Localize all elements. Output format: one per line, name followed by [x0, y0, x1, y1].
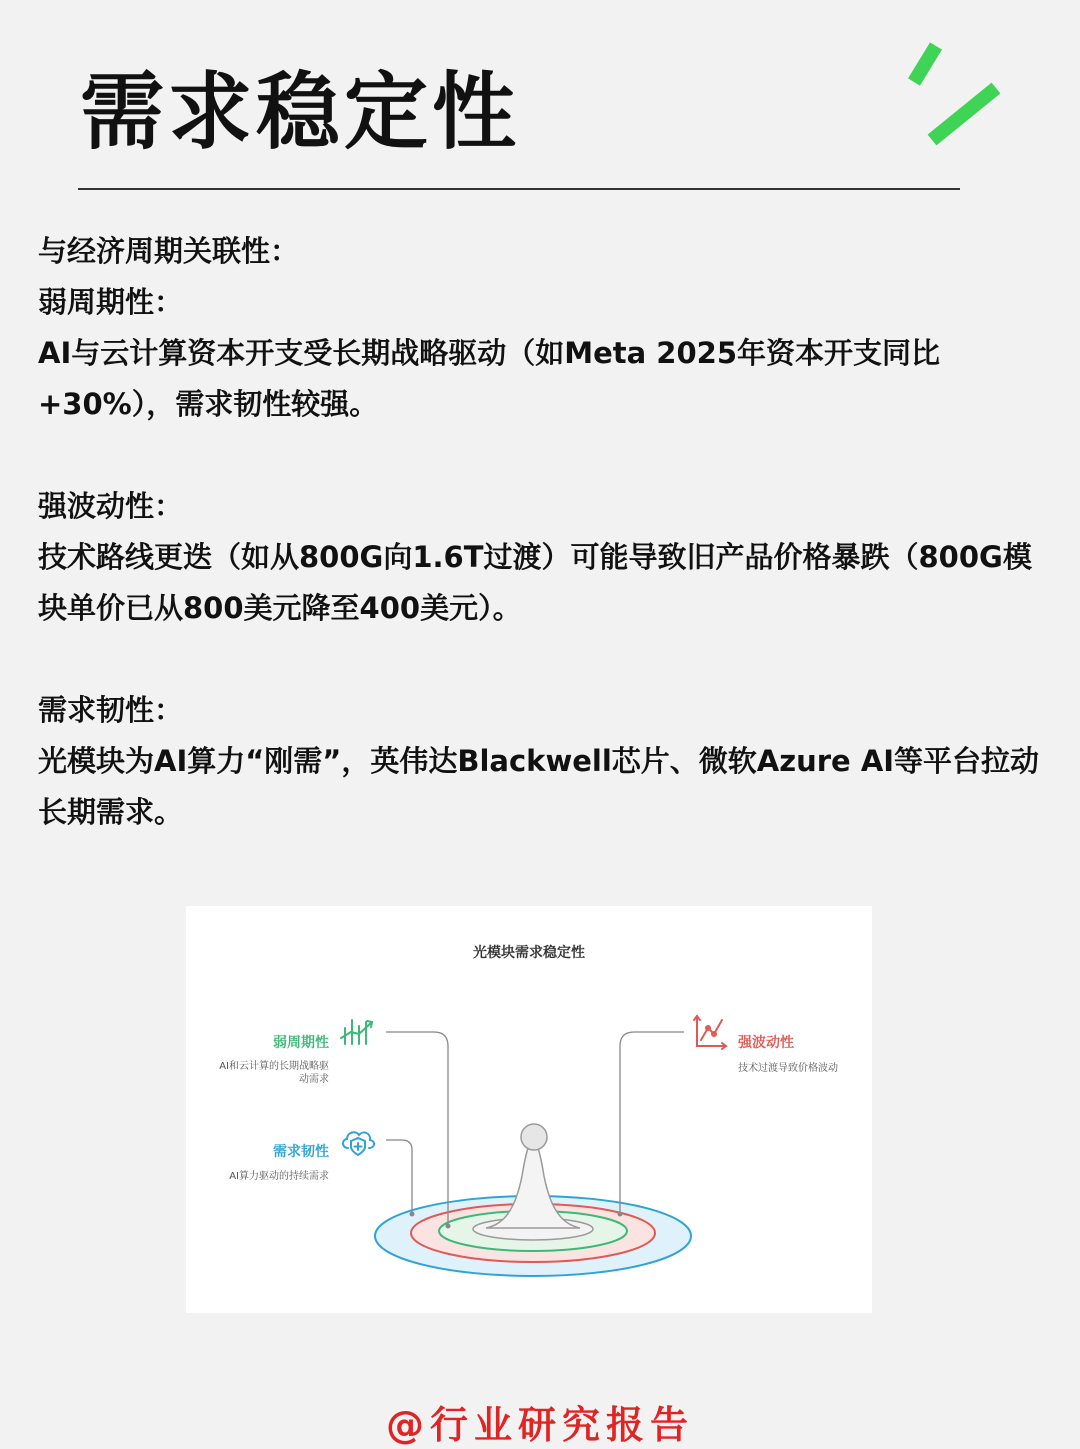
- diagram-title: 光模块需求稳定性: [473, 945, 585, 961]
- strong-volatility-text: 技术路线更迭（如从800G向1.6T过渡）可能导致旧产品价格暴跌（800G模块单价已从800美元降至400美元）。: [38, 540, 1032, 625]
- weak-cycle-desc: [186, 1060, 329, 1086]
- title-divider: [78, 188, 960, 190]
- weak-cycle-text: AI与云计算资本开支受长期战略驱动（如Meta 2025年资本开支同比+30%），需求韧性较强。: [38, 336, 941, 421]
- weak-cycle-label: 弱周期性: [273, 1035, 329, 1051]
- trend-bars-icon: [339, 1014, 375, 1050]
- weak-cycle-desc-line2: 动需求: [299, 1074, 329, 1085]
- fluctuation-chart-icon: [692, 1012, 730, 1050]
- resilience-text: 光模块为AI算力“刚需”，英伟达Blackwell芯片、微软Azure AI等平台拉动长期需求。: [38, 744, 1040, 829]
- strong-volatility-title: 强波动性：: [38, 489, 184, 523]
- section-heading: 与经济周期关联性：: [38, 234, 300, 268]
- page-title: 需求稳定性: [80, 63, 521, 161]
- weak-cycle-title: 弱周期性：: [38, 285, 184, 319]
- resilience-title: 需求韧性：: [38, 693, 184, 727]
- resilience-label: 需求韧性: [273, 1144, 329, 1160]
- body-text: [38, 226, 1048, 838]
- diagram-graphic: [186, 906, 872, 1313]
- stability-diagram: [186, 906, 872, 1313]
- strong-volatility-desc: 技术过渡导致价格波动: [738, 1063, 838, 1074]
- footer-credit: @行业研究报告: [385, 1403, 694, 1447]
- weak-cycle-desc-line1: AI和云计算的长期战略驱: [219, 1061, 329, 1072]
- accent-slash-icon: [900, 36, 1010, 156]
- resilience-desc: AI算力驱动的持续需求: [229, 1171, 329, 1182]
- cloud-shield-icon: [339, 1124, 377, 1158]
- strong-volatility-label: 强波动性: [738, 1035, 794, 1051]
